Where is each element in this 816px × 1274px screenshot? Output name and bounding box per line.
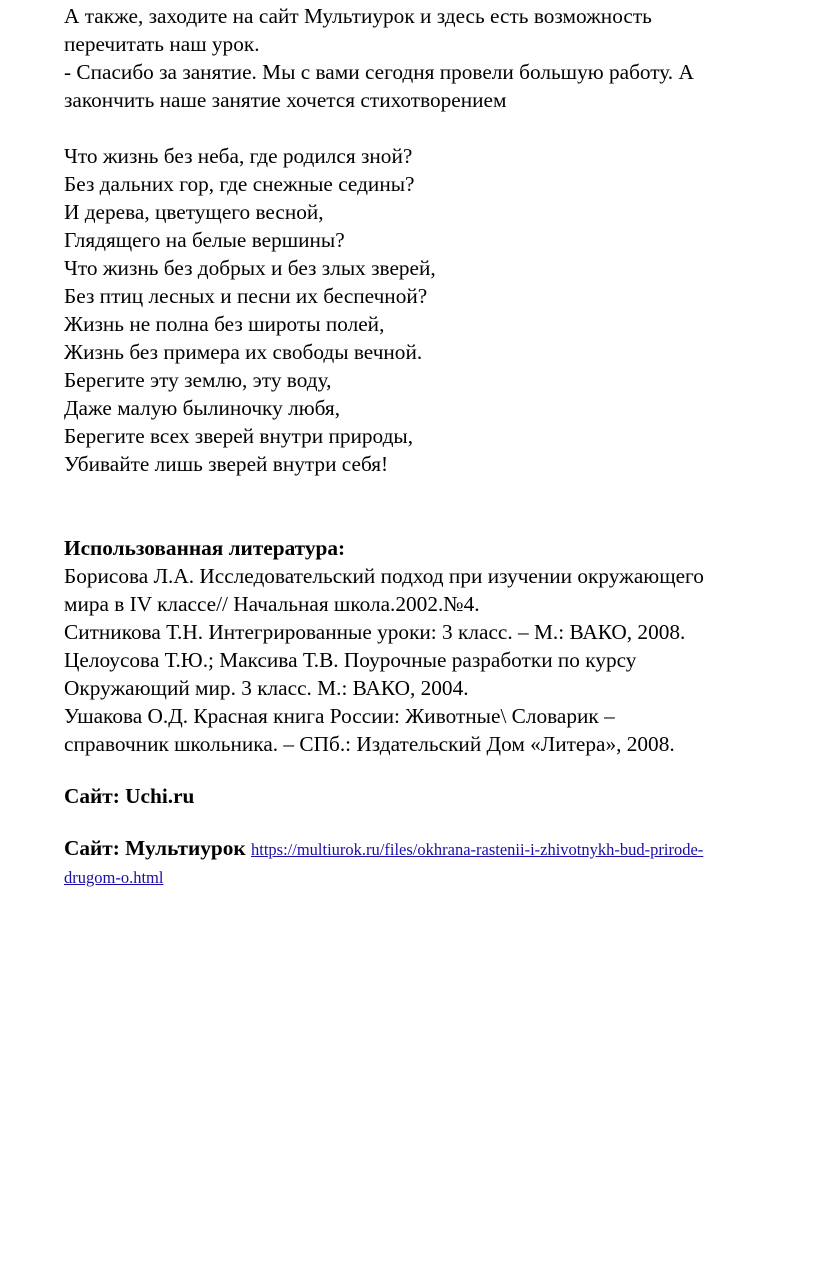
- poem-line: Глядящего на белые вершины?: [64, 228, 345, 252]
- poem-line: Берегите всех зверей внутри природы,: [64, 424, 414, 448]
- multiurok-link-continued[interactable]: drugom-o.html: [64, 868, 164, 887]
- poem-line: Даже малую былиночку любя,: [64, 396, 341, 420]
- reference-line: Ушакова О.Д. Красная книга России: Животные\ Словарик –: [64, 704, 615, 728]
- intro-line: перечитать наш урок.: [64, 32, 260, 56]
- site-uchi: [64, 782, 808, 810]
- intro-line: закончить наше занятие хочется стихотворением: [64, 88, 507, 112]
- poem-line: Жизнь без примера их свободы вечной.: [64, 340, 423, 364]
- multiurok-link[interactable]: https://multiurok.ru/files/okhrana-rastenii-i-zhivotnykh-bud-prirode-: [251, 840, 704, 859]
- references-title: Использованная литература:: [64, 536, 346, 560]
- intro-line: А также, заходите на сайт Мультиурок и здесь есть возможность: [64, 4, 652, 28]
- document-page: [64, 0, 808, 890]
- intro-paragraph: [64, 0, 808, 114]
- poem-line: Без дальних гор, где снежные седины?: [64, 172, 415, 196]
- reference-line: Борисова Л.А. Исследовательский подход при изучении окружающего: [64, 564, 704, 588]
- intro-line: - Спасибо за занятие. Мы с вами сегодня провели большую работу. А: [64, 60, 694, 84]
- site-uchi-label: Сайт: Uchi.ru: [64, 784, 195, 808]
- poem-line: Берегите эту землю, эту воду,: [64, 368, 332, 392]
- poem-line: Что жизнь без неба, где родился зной?: [64, 144, 413, 168]
- poem-line: И дерева, цветущего весной,: [64, 200, 324, 224]
- poem-line: Без птиц лесных и песни их беспечной?: [64, 284, 428, 308]
- reference-line: справочник школьника. – СПб.: Издательский Дом «Литера», 2008.: [64, 732, 675, 756]
- reference-line: Целоусова Т.Ю.; Максива Т.В. Поурочные разработки по курсу: [64, 648, 637, 672]
- poem-line: Убивайте лишь зверей внутри себя!: [64, 452, 389, 476]
- site-multiurok-label: Сайт: Мультиурок: [64, 836, 246, 860]
- reference-line: Ситникова Т.Н. Интегрированные уроки: 3 класс. – М.: ВАКО, 2008.: [64, 620, 686, 644]
- reference-line: мира в IV классе// Начальная школа.2002.№4.: [64, 592, 480, 616]
- poem: [64, 142, 808, 478]
- poem-line: Что жизнь без добрых и без злых зверей,: [64, 256, 436, 280]
- poem-line: Жизнь не полна без широты полей,: [64, 312, 385, 336]
- site-multiurok: [64, 834, 808, 890]
- reference-line: Окружающий мир. 3 класс. М.: ВАКО, 2004.: [64, 676, 469, 700]
- references-section: [64, 534, 808, 758]
